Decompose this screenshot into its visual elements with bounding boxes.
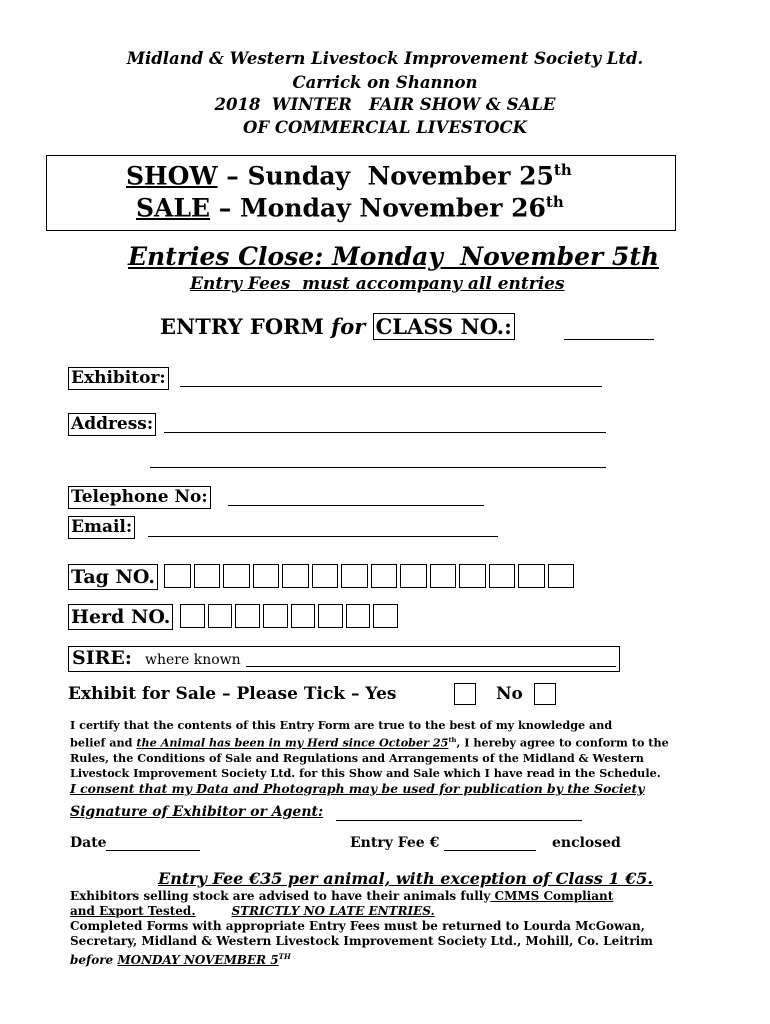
date-field[interactable] bbox=[106, 850, 200, 851]
digit-box[interactable] bbox=[518, 564, 545, 588]
fee-label: Entry Fee € bbox=[350, 835, 440, 851]
sire-note: where known bbox=[145, 652, 241, 668]
herd-number-boxes[interactable] bbox=[180, 604, 398, 628]
fee-field[interactable] bbox=[444, 850, 536, 851]
society-location: Carrick on Shannon bbox=[292, 73, 478, 92]
herd-label: Herd NO. bbox=[68, 604, 173, 630]
digit-box[interactable] bbox=[459, 564, 486, 588]
enclosed-label: enclosed bbox=[552, 835, 621, 851]
address-field-1[interactable] bbox=[164, 432, 606, 433]
digit-box[interactable] bbox=[373, 604, 398, 628]
exhibitor-label: Exhibitor: bbox=[68, 367, 169, 390]
show-date: SHOW – Sunday November 25th bbox=[126, 161, 572, 191]
exhibitor-field[interactable] bbox=[180, 386, 602, 387]
digit-box[interactable] bbox=[400, 564, 427, 588]
event-subtitle: OF COMMERCIAL LIVESTOCK bbox=[243, 118, 527, 137]
telephone-label: Telephone No: bbox=[68, 486, 211, 509]
digit-box[interactable] bbox=[291, 604, 316, 628]
certification-text: I certify that the contents of this Entry Form are true to the best of my knowledge and belief and the Animal has been in my Herd since October 25th, I hereby agree to conform to the Rules, the Conditions of Sale and Regulations and Arrangements of the Midland & Western Livestock Improvement Society Ltd. for this Show and Sale which I have read in the Schedule. I consent that my Data and Photograph may be used for publication by the Society bbox=[70, 718, 669, 796]
email-label: Email: bbox=[68, 516, 135, 539]
digit-box[interactable] bbox=[312, 564, 339, 588]
digit-box[interactable] bbox=[489, 564, 516, 588]
address-label: Address: bbox=[68, 413, 156, 436]
digit-box[interactable] bbox=[180, 604, 205, 628]
digit-box[interactable] bbox=[371, 564, 398, 588]
no-label: No bbox=[496, 684, 523, 704]
sale-date: SALE – Monday November 26th bbox=[136, 193, 564, 223]
tag-label: Tag NO. bbox=[68, 564, 158, 590]
footer-notes: Exhibitors selling stock are advised to have their animals fully CMMS Compliant and Export Tested. STRICTLY NO LATE ENTRIES. Completed Forms with appropriate Entry Fees must be returned to Lourda McGowan, Secretary, Midland & Western Livestock Improvement Society Ltd., Mohill, Co. Leitrim before MONDAY NOVEMBER 5TH bbox=[70, 889, 653, 967]
digit-box[interactable] bbox=[430, 564, 457, 588]
yes-checkbox[interactable] bbox=[454, 683, 476, 705]
digit-box[interactable] bbox=[282, 564, 309, 588]
sale-question: Exhibit for Sale – Please Tick – Yes bbox=[68, 684, 397, 704]
digit-box[interactable] bbox=[235, 604, 260, 628]
digit-box[interactable] bbox=[548, 564, 575, 588]
signature-label: Signature of Exhibitor or Agent: bbox=[70, 804, 324, 820]
entries-close: Entries Close: Monday November 5th bbox=[128, 242, 660, 271]
sire-label: SIRE: bbox=[72, 647, 132, 669]
telephone-field[interactable] bbox=[228, 505, 484, 506]
form-title: ENTRY FORM for CLASS NO.: bbox=[160, 314, 515, 339]
date-label: Date bbox=[70, 835, 107, 851]
digit-box[interactable] bbox=[263, 604, 288, 628]
digit-box[interactable] bbox=[346, 604, 371, 628]
email-field[interactable] bbox=[148, 536, 498, 537]
class-no-field[interactable] bbox=[564, 339, 654, 340]
entry-fees-note: Entry Fees must accompany all entries bbox=[190, 274, 565, 294]
fee-note: Entry Fee €35 per animal, with exception of Class 1 €5. bbox=[158, 869, 653, 888]
digit-box[interactable] bbox=[164, 564, 191, 588]
address-field-2[interactable] bbox=[150, 467, 606, 468]
digit-box[interactable] bbox=[208, 604, 233, 628]
no-checkbox[interactable] bbox=[534, 683, 556, 705]
digit-box[interactable] bbox=[194, 564, 221, 588]
event-title: 2018 WINTER FAIR SHOW & SALE bbox=[214, 95, 556, 114]
digit-box[interactable] bbox=[318, 604, 343, 628]
digit-box[interactable] bbox=[341, 564, 368, 588]
digit-box[interactable] bbox=[253, 564, 280, 588]
signature-field[interactable] bbox=[336, 820, 582, 821]
tag-number-boxes[interactable] bbox=[164, 564, 574, 588]
sire-field[interactable] bbox=[246, 666, 616, 667]
society-name: Midland & Western Livestock Improvement Society Ltd. bbox=[126, 49, 644, 68]
digit-box[interactable] bbox=[223, 564, 250, 588]
